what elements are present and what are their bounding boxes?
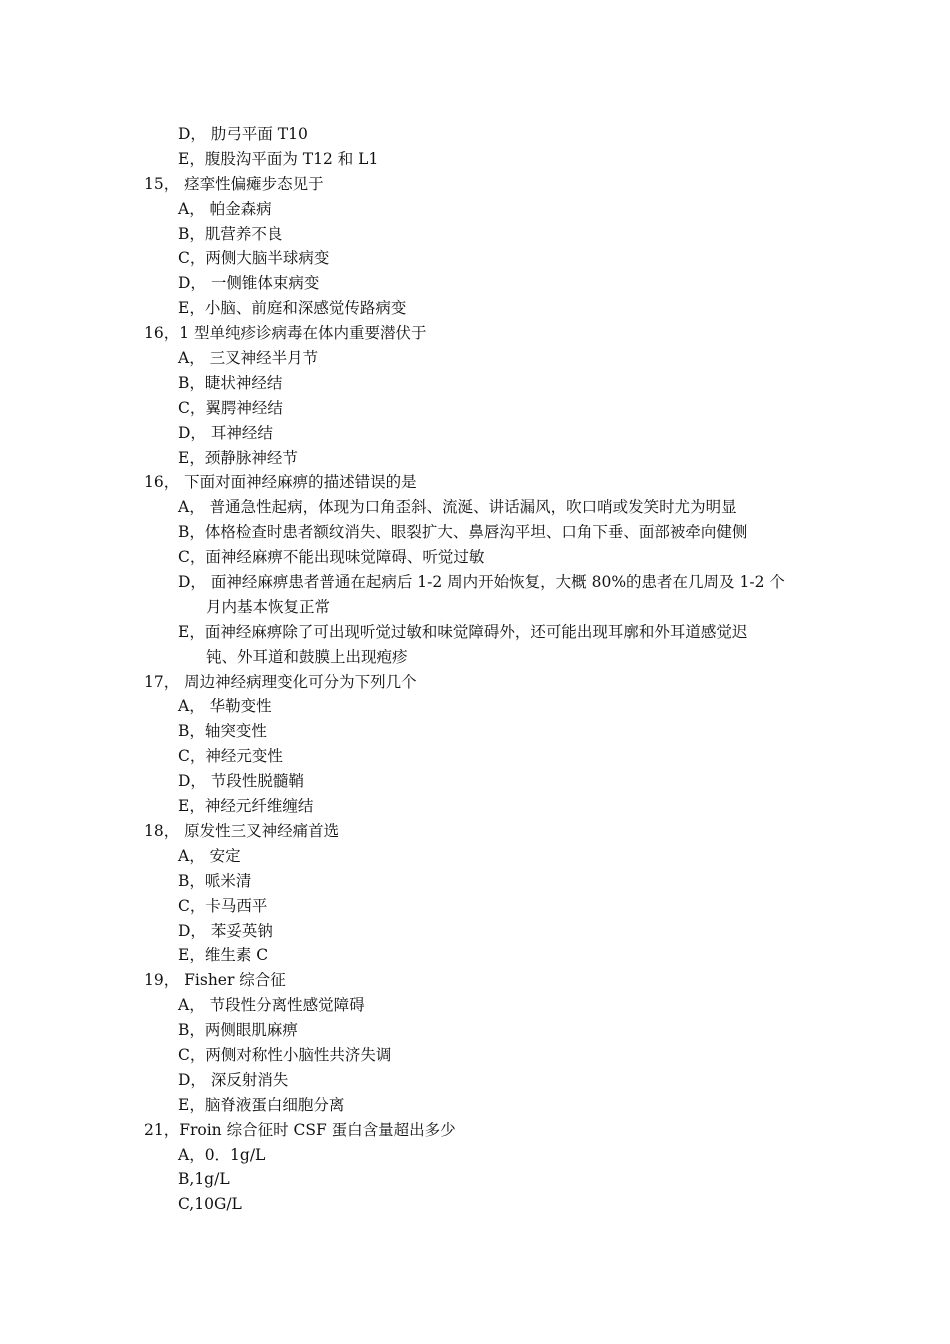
option-line: E，神经元纤维缠结 xyxy=(178,797,314,816)
question-line: 18， 原发性三叉神经痛首选 xyxy=(144,821,340,840)
option-line: C，卡马西平 xyxy=(178,896,268,915)
option-line: D， 深反射消失 xyxy=(178,1070,289,1089)
option-line: D， 耳神经结 xyxy=(178,423,273,442)
option-line: B，轴突变性 xyxy=(178,722,267,741)
question-line: 15， 痉挛性偏瘫步态见于 xyxy=(144,174,324,193)
option-line: B,1g/L xyxy=(178,1170,230,1189)
option-line: C，两侧对称性小脑性共济失调 xyxy=(178,1045,392,1064)
option-line: A， 普通急性起病，体现为口角歪斜、流涎、讲话漏风，吹口哨或发笑时尤为明显 xyxy=(178,498,737,517)
option-line: D， 肋弓平面 T10 xyxy=(178,125,308,143)
option-line: C，面神经麻痹不能出现味觉障碍、听觉过敏 xyxy=(178,548,485,567)
question-line: 16，1 型单纯疹诊病毒在体内重要潜伏于 xyxy=(144,324,427,343)
continuation-line: 月内基本恢复正常 xyxy=(206,597,331,616)
option-line: B，两侧眼肌麻痹 xyxy=(178,1021,298,1040)
option-line: A， 三叉神经半月节 xyxy=(178,349,319,368)
option-line: E，腹股沟平面为 T12 和 L1 xyxy=(178,149,379,168)
option-line: A， 帕金森病 xyxy=(178,199,272,218)
option-line: D， 一侧锥体束病变 xyxy=(178,274,320,293)
option-line: E，小脑、前庭和深感觉传路病变 xyxy=(178,299,407,318)
option-line: A， 安定 xyxy=(178,846,241,865)
option-line: B，体格检查时患者额纹消失、眼裂扩大、鼻唇沟平坦、口角下垂、面部被牵向健侧 xyxy=(178,523,748,542)
option-line: E，维生素 C xyxy=(178,946,269,965)
option-line: E，颈静脉神经节 xyxy=(178,448,298,467)
option-line: C，翼腭神经结 xyxy=(178,398,283,417)
question-line: 19， Fisher 综合征 xyxy=(144,971,286,990)
option-line: A， 华勒变性 xyxy=(178,697,272,716)
continuation-line: 钝、外耳道和鼓膜上出现疱疹 xyxy=(206,647,408,666)
option-line: B，睫状神经结 xyxy=(178,373,283,392)
option-line: D， 苯妥英钠 xyxy=(178,921,273,940)
option-line: E，脑脊液蛋白细胞分离 xyxy=(178,1095,345,1114)
option-line: A，0．1g/L xyxy=(178,1145,266,1164)
option-line: B，哌米清 xyxy=(178,871,252,890)
option-line: D， 面神经麻痹患者普通在起病后 1-2 周内开始恢复，大概 80%的患者在几周及 1-2 个 xyxy=(178,573,785,592)
option-line: C，神经元变性 xyxy=(178,747,283,766)
option-line: E，面神经麻痹除了可出现听觉过敏和味觉障碍外，还可能出现耳廓和外耳道感觉迟 xyxy=(178,622,748,641)
question-line: 21，Froin 综合征时 CSF 蛋白含量超出多少 xyxy=(144,1120,456,1139)
option-line: A， 节段性分离性感觉障碍 xyxy=(178,996,365,1015)
option-line: C，两侧大脑半球病变 xyxy=(178,249,330,268)
option-line: C,10G/L xyxy=(178,1195,242,1214)
question-line: 16， 下面对面神经麻痹的描述错误的是 xyxy=(144,473,417,492)
question-line: 17， 周边神经病理变化可分为下列几个 xyxy=(144,672,417,691)
option-line: B，肌营养不良 xyxy=(178,224,283,243)
option-line: D， 节段性脱髓鞘 xyxy=(178,772,304,791)
document-body xyxy=(0,122,950,1217)
